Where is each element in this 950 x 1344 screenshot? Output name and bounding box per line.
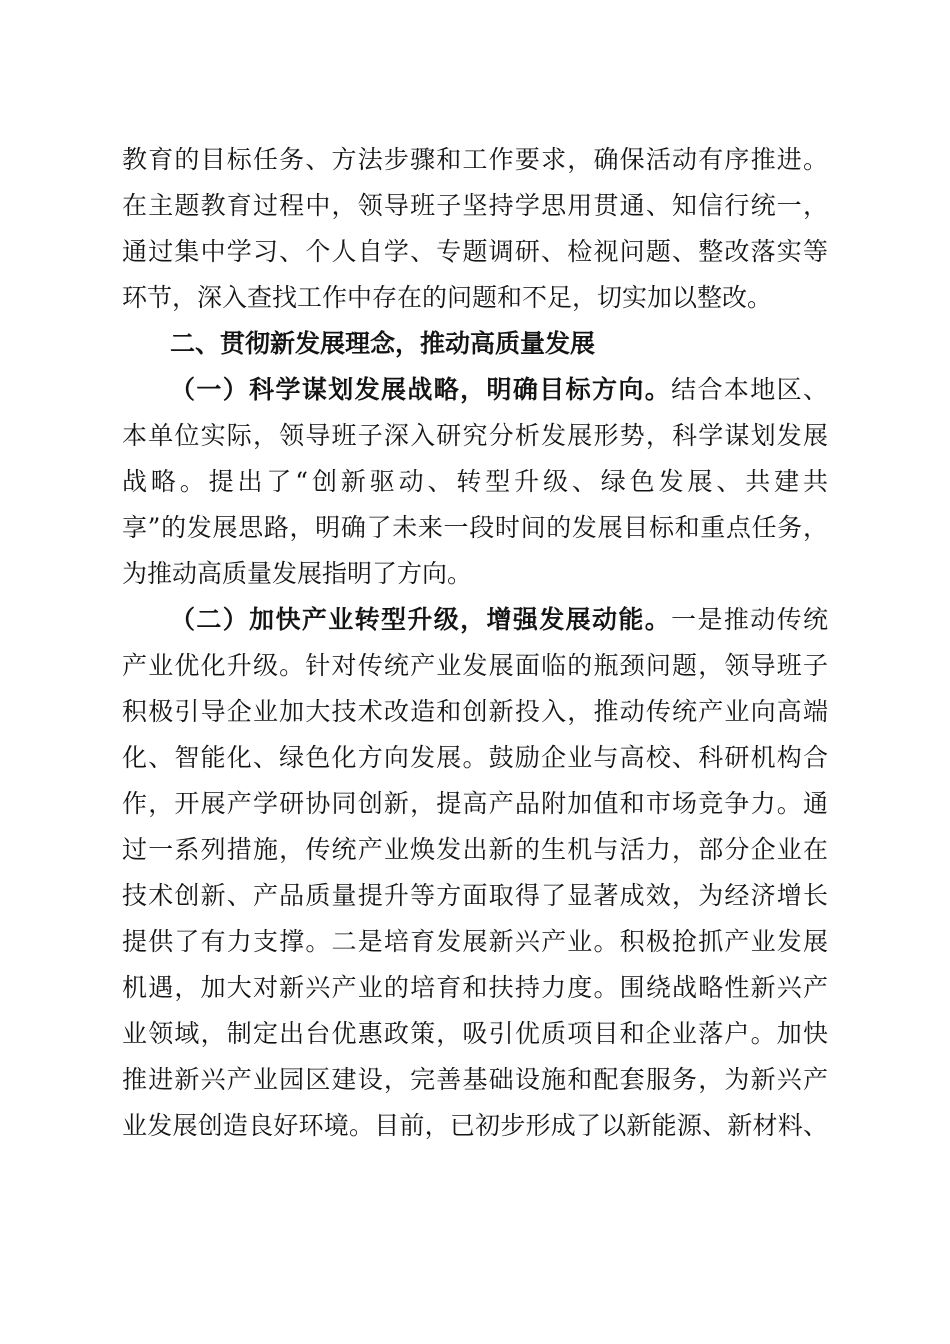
subsection-heading: （一）科学谋划发展战略，明确目标方向。	[170, 375, 672, 404]
text-line: 业发展创造良好环境。目前，已初步形成了以新能源、新材料、	[122, 1111, 828, 1140]
text-span: 一是推动传统	[671, 605, 828, 634]
subsection-heading: （二）加快产业转型升级，增强发展动能。	[170, 605, 672, 634]
text-line: 机遇，加大对新兴产业的培育和扶持力度。围绕战略性新兴产	[122, 973, 828, 1002]
text-line: 化、智能化、绿色化方向发展。鼓励企业与高校、科研机构合	[122, 743, 828, 772]
subsection-line	[170, 367, 828, 413]
text-line: 积极引导企业加大技术改造和创新投入，推动传统产业向高端	[122, 697, 828, 726]
text-line: 推进新兴产业园区建设，完善基础设施和配套服务，为新兴产	[122, 1065, 828, 1094]
text-line: 享”的发展思路，明确了未来一段时间的发展目标和重点任务，	[122, 513, 828, 542]
text-line: 技术创新、产品质量提升等方面取得了显著成效，为经济增长	[122, 881, 828, 910]
text-line: 在主题教育过程中，领导班子坚持学思用贯通、知信行统一，	[122, 191, 828, 220]
text-line: 业领域，制定出台优惠政策，吸引优质项目和企业落户。加快	[122, 1019, 828, 1048]
text-line: 本单位实际，领导班子深入研究分析发展形势，科学谋划发展	[122, 421, 828, 450]
text-line: 环节，深入查找工作中存在的问题和不足，切实加以整改。	[122, 283, 773, 312]
subsection-line	[170, 597, 828, 643]
text-line: 产业优化升级。针对传统产业发展面临的瓶颈问题，领导班子	[122, 651, 828, 680]
text-line: 通过集中学习、个人自学、专题调研、检视问题、整改落实等	[122, 237, 828, 266]
section-heading: 二、贯彻新发展理念，推动高质量发展	[170, 329, 596, 358]
text-line: 作，开展产学研协同创新，提高产品附加值和市场竞争力。通	[122, 789, 828, 818]
text-line: 教育的目标任务、方法步骤和工作要求，确保活动有序推进。	[122, 145, 828, 174]
text-line: 战略。提出了“创新驱动、转型升级、绿色发展、共建共	[122, 467, 828, 496]
text-span: 结合本地区、	[671, 375, 828, 404]
text-line: 为推动高质量发展指明了方向。	[122, 559, 473, 588]
text-line: 过一系列措施，传统产业焕发出新的生机与活力，部分企业在	[122, 835, 828, 864]
text-line: 提供了有力支撑。二是培育发展新兴产业。积极抢抓产业发展	[122, 927, 828, 956]
